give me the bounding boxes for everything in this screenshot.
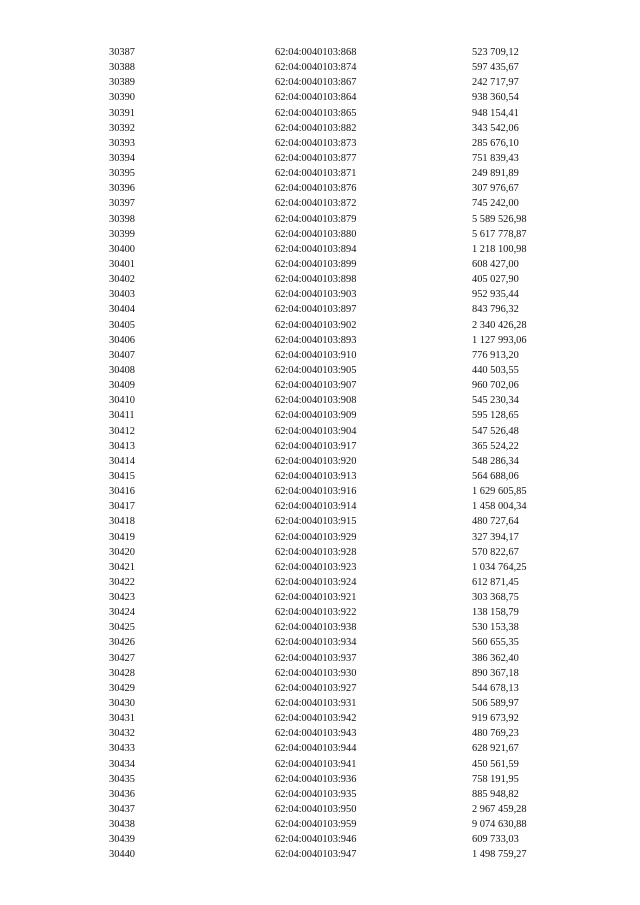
row-number: 30397 <box>109 198 135 210</box>
cadastral-value: 405 027,90 <box>472 274 519 286</box>
cadastral-number: 62:04:0040103:910 <box>275 349 357 361</box>
table-row <box>109 635 549 650</box>
table-row <box>109 620 549 635</box>
row-number: 30425 <box>109 622 135 634</box>
cadastral-number: 62:04:0040103:934 <box>275 637 357 649</box>
cadastral-number: 62:04:0040103:880 <box>275 228 357 240</box>
row-number: 30405 <box>109 319 135 331</box>
row-number: 30390 <box>109 92 135 104</box>
row-number: 30410 <box>109 395 135 407</box>
cadastral-number: 62:04:0040103:882 <box>275 122 357 134</box>
cadastral-value: 952 935,44 <box>472 289 519 301</box>
cadastral-number: 62:04:0040103:908 <box>275 395 357 407</box>
table-row <box>109 741 549 756</box>
cadastral-number: 62:04:0040103:871 <box>275 168 357 180</box>
row-number: 30412 <box>109 425 135 437</box>
cadastral-value: 843 796,32 <box>472 304 519 316</box>
cadastral-number: 62:04:0040103:864 <box>275 92 357 104</box>
table-row <box>109 393 549 408</box>
row-number: 30421 <box>109 561 135 573</box>
cadastral-number: 62:04:0040103:947 <box>275 849 357 861</box>
table-row <box>109 575 549 590</box>
cadastral-number: 62:04:0040103:923 <box>275 561 357 573</box>
cadastral-value: 776 913,20 <box>472 349 519 361</box>
row-number: 30434 <box>109 758 135 770</box>
cadastral-value: 885 948,82 <box>472 788 519 800</box>
cadastral-number: 62:04:0040103:929 <box>275 531 357 543</box>
cadastral-value: 2 340 426,28 <box>472 319 527 331</box>
table-row <box>109 106 549 121</box>
row-number: 30430 <box>109 698 135 710</box>
cadastral-value: 1 218 100,98 <box>472 243 527 255</box>
cadastral-number: 62:04:0040103:915 <box>275 516 357 528</box>
cadastral-value: 564 688,06 <box>472 470 519 482</box>
table-row <box>109 757 549 772</box>
table-row <box>109 272 549 287</box>
table-row <box>109 454 549 469</box>
cadastral-number: 62:04:0040103:928 <box>275 546 357 558</box>
cadastral-value: 545 230,34 <box>472 395 519 407</box>
table-row <box>109 787 549 802</box>
cadastral-value: 544 678,13 <box>472 682 519 694</box>
cadastral-number: 62:04:0040103:903 <box>275 289 357 301</box>
row-number: 30422 <box>109 576 135 588</box>
cadastral-number: 62:04:0040103:879 <box>275 213 357 225</box>
cadastral-value: 450 561,59 <box>472 758 519 770</box>
cadastral-number: 62:04:0040103:877 <box>275 152 357 164</box>
cadastral-value: 307 976,67 <box>472 183 519 195</box>
cadastral-value: 1 127 993,06 <box>472 334 527 346</box>
table-row <box>109 802 549 817</box>
cadastral-number: 62:04:0040103:872 <box>275 198 357 210</box>
cadastral-number: 62:04:0040103:917 <box>275 440 357 452</box>
cadastral-number: 62:04:0040103:930 <box>275 667 357 679</box>
cadastral-value: 480 769,23 <box>472 728 519 740</box>
table-row <box>109 439 549 454</box>
cadastral-number: 62:04:0040103:938 <box>275 622 357 634</box>
cadastral-value: 560 655,35 <box>472 637 519 649</box>
cadastral-number: 62:04:0040103:935 <box>275 788 357 800</box>
row-number: 30402 <box>109 274 135 286</box>
cadastral-number: 62:04:0040103:898 <box>275 274 357 286</box>
table-row <box>109 121 549 136</box>
cadastral-number: 62:04:0040103:907 <box>275 380 357 392</box>
cadastral-value: 612 871,45 <box>472 576 519 588</box>
row-number: 30393 <box>109 137 135 149</box>
row-number: 30423 <box>109 592 135 604</box>
row-number: 30431 <box>109 713 135 725</box>
row-number: 30416 <box>109 486 135 498</box>
cadastral-number: 62:04:0040103:946 <box>275 834 357 846</box>
table-row <box>109 302 549 317</box>
cadastral-value: 948 154,41 <box>472 107 519 119</box>
row-number: 30428 <box>109 667 135 679</box>
cadastral-number: 62:04:0040103:942 <box>275 713 357 725</box>
cadastral-number: 62:04:0040103:914 <box>275 501 357 513</box>
table-row <box>109 318 549 333</box>
cadastral-number: 62:04:0040103:909 <box>275 410 357 422</box>
cadastral-number: 62:04:0040103:927 <box>275 682 357 694</box>
cadastral-value: 249 891,89 <box>472 168 519 180</box>
row-number: 30395 <box>109 168 135 180</box>
cadastral-value: 5 589 526,98 <box>472 213 527 225</box>
row-number: 30400 <box>109 243 135 255</box>
cadastral-number: 62:04:0040103:868 <box>275 47 357 58</box>
row-number: 30426 <box>109 637 135 649</box>
row-number: 30403 <box>109 289 135 301</box>
cadastral-value: 480 727,64 <box>472 516 519 528</box>
row-number: 30392 <box>109 122 135 134</box>
row-number: 30398 <box>109 213 135 225</box>
row-number: 30439 <box>109 834 135 846</box>
cadastral-number: 62:04:0040103:922 <box>275 607 357 619</box>
row-number: 30389 <box>109 77 135 89</box>
cadastral-value: 548 286,34 <box>472 455 519 467</box>
table-row <box>109 711 549 726</box>
table-row <box>109 151 549 166</box>
cadastral-number: 62:04:0040103:865 <box>275 107 357 119</box>
table-row <box>109 287 549 302</box>
table-row <box>109 166 549 181</box>
cadastral-value: 1 498 759,27 <box>472 849 527 861</box>
cadastral-value: 608 427,00 <box>472 258 519 270</box>
row-number: 30411 <box>109 410 135 422</box>
table-row <box>109 484 549 499</box>
cadastral-number: 62:04:0040103:944 <box>275 743 357 755</box>
table-row <box>109 227 549 242</box>
cadastral-value: 570 822,67 <box>472 546 519 558</box>
cadastral-number: 62:04:0040103:920 <box>275 455 357 467</box>
row-number: 30417 <box>109 501 135 513</box>
table-row <box>109 696 549 711</box>
row-number: 30433 <box>109 743 135 755</box>
table-row <box>109 60 549 75</box>
row-number: 30413 <box>109 440 135 452</box>
cadastral-number: 62:04:0040103:924 <box>275 576 357 588</box>
cadastral-value: 506 589,97 <box>472 698 519 710</box>
cadastral-value: 285 676,10 <box>472 137 519 149</box>
row-number: 30408 <box>109 364 135 376</box>
row-number: 30406 <box>109 334 135 346</box>
cadastral-value: 2 967 459,28 <box>472 804 527 816</box>
row-number: 30407 <box>109 349 135 361</box>
cadastral-value: 960 702,06 <box>472 380 519 392</box>
cadastral-number: 62:04:0040103:899 <box>275 258 357 270</box>
cadastral-value: 523 709,12 <box>472 47 519 58</box>
row-number: 30415 <box>109 470 135 482</box>
cadastral-number: 62:04:0040103:905 <box>275 364 357 376</box>
cadastral-number: 62:04:0040103:959 <box>275 819 357 831</box>
table-row <box>109 681 549 696</box>
row-number: 30388 <box>109 62 135 74</box>
cadastral-value: 609 733,03 <box>472 834 519 846</box>
cadastral-value: 138 158,79 <box>472 607 519 619</box>
cadastral-value: 530 153,38 <box>472 622 519 634</box>
table-row <box>109 726 549 741</box>
cadastral-number: 62:04:0040103:913 <box>275 470 357 482</box>
cadastral-value: 327 394,17 <box>472 531 519 543</box>
cadastral-value: 597 435,67 <box>472 62 519 74</box>
row-number: 30409 <box>109 380 135 392</box>
cadastral-number: 62:04:0040103:941 <box>275 758 357 770</box>
table-row <box>109 212 549 227</box>
cadastral-value: 745 242,00 <box>472 198 519 210</box>
table-row <box>109 363 549 378</box>
cadastral-number: 62:04:0040103:916 <box>275 486 357 498</box>
cadastral-number: 62:04:0040103:936 <box>275 773 357 785</box>
cadastral-value: 9 074 630,88 <box>472 819 527 831</box>
row-number: 30429 <box>109 682 135 694</box>
cadastral-value: 242 717,97 <box>472 77 519 89</box>
row-number: 30436 <box>109 788 135 800</box>
row-number: 30427 <box>109 652 135 664</box>
table-row <box>109 333 549 348</box>
table-row <box>109 136 549 151</box>
cadastral-value: 938 360,54 <box>472 92 519 104</box>
cadastral-value: 1 629 605,85 <box>472 486 527 498</box>
table-row <box>109 378 549 393</box>
cadastral-number: 62:04:0040103:943 <box>275 728 357 740</box>
cadastral-value: 365 524,22 <box>472 440 519 452</box>
table-row <box>109 651 549 666</box>
table-row <box>109 772 549 787</box>
cadastral-number: 62:04:0040103:893 <box>275 334 357 346</box>
table-row <box>109 348 549 363</box>
row-number: 30396 <box>109 183 135 195</box>
table-row <box>109 514 549 529</box>
row-number: 30420 <box>109 546 135 558</box>
table-row <box>109 242 549 257</box>
table-row <box>109 90 549 105</box>
cadastral-value: 343 542,06 <box>472 122 519 134</box>
table-row <box>109 666 549 681</box>
row-number: 30394 <box>109 152 135 164</box>
row-number: 30414 <box>109 455 135 467</box>
table-row <box>109 75 549 90</box>
cadastral-value: 890 367,18 <box>472 667 519 679</box>
cadastral-number: 62:04:0040103:897 <box>275 304 357 316</box>
table-row <box>109 181 549 196</box>
cadastral-value: 303 368,75 <box>472 592 519 604</box>
table-row <box>109 424 549 439</box>
table-row <box>109 832 549 847</box>
table-row <box>109 257 549 272</box>
cadastral-number: 62:04:0040103:894 <box>275 243 357 255</box>
cadastral-number: 62:04:0040103:867 <box>275 77 357 89</box>
row-number: 30432 <box>109 728 135 740</box>
cadastral-value: 5 617 778,87 <box>472 228 527 240</box>
table-row <box>109 545 549 560</box>
cadastral-number: 62:04:0040103:904 <box>275 425 357 437</box>
cadastral-value: 1 034 764,25 <box>472 561 527 573</box>
cadastral-value: 628 921,67 <box>472 743 519 755</box>
row-number: 30404 <box>109 304 135 316</box>
cadastral-value: 1 458 004,34 <box>472 501 527 513</box>
cadastral-number: 62:04:0040103:876 <box>275 183 357 195</box>
row-number: 30418 <box>109 516 135 528</box>
table-row <box>109 847 549 862</box>
row-number: 30424 <box>109 607 135 619</box>
cadastral-number: 62:04:0040103:873 <box>275 137 357 149</box>
row-number: 30438 <box>109 819 135 831</box>
cadastral-value: 919 673,92 <box>472 713 519 725</box>
cadastral-value: 758 191,95 <box>472 773 519 785</box>
cadastral-number: 62:04:0040103:950 <box>275 804 357 816</box>
cadastral-number: 62:04:0040103:921 <box>275 592 357 604</box>
cadastral-value: 440 503,55 <box>472 364 519 376</box>
table-row <box>109 45 549 60</box>
cadastral-value: 595 128,65 <box>472 410 519 422</box>
table-row <box>109 530 549 545</box>
row-number: 30401 <box>109 258 135 270</box>
cadastral-value: 751 839,43 <box>472 152 519 164</box>
row-number: 30419 <box>109 531 135 543</box>
cadastral-value-table <box>109 45 549 863</box>
table-row <box>109 817 549 832</box>
cadastral-value: 547 526,48 <box>472 425 519 437</box>
row-number: 30440 <box>109 849 135 861</box>
cadastral-number: 62:04:0040103:902 <box>275 319 357 331</box>
row-number: 30437 <box>109 804 135 816</box>
cadastral-number: 62:04:0040103:931 <box>275 698 357 710</box>
row-number: 30435 <box>109 773 135 785</box>
row-number: 30391 <box>109 107 135 119</box>
table-row <box>109 605 549 620</box>
table-row <box>109 590 549 605</box>
row-number: 30387 <box>109 47 135 58</box>
row-number: 30399 <box>109 228 135 240</box>
cadastral-value: 386 362,40 <box>472 652 519 664</box>
cadastral-number: 62:04:0040103:874 <box>275 62 357 74</box>
table-row <box>109 408 549 423</box>
table-row <box>109 469 549 484</box>
cadastral-number: 62:04:0040103:937 <box>275 652 357 664</box>
table-row <box>109 196 549 211</box>
table-row <box>109 499 549 514</box>
table-row <box>109 560 549 575</box>
